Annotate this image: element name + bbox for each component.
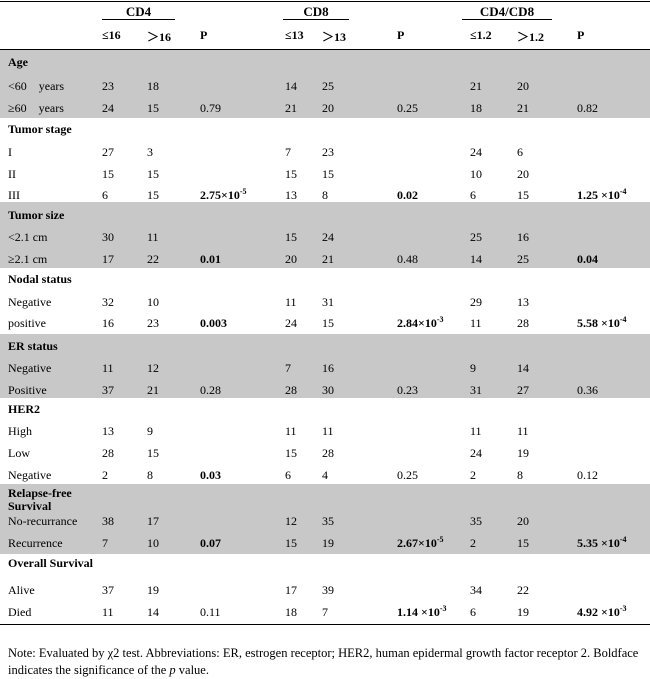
- table-cell: 0.01: [200, 252, 221, 266]
- table-cell: $1.25 \times 10^{-4}$: [577, 187, 627, 202]
- table-cell: 29: [470, 295, 482, 309]
- table-cell: 24: [285, 316, 297, 330]
- table-cell: 14: [285, 79, 297, 93]
- table-cell: 15: [517, 188, 529, 202]
- table-cell: 37: [102, 583, 114, 597]
- section-title: ER status: [8, 339, 58, 353]
- table-cell: 30: [322, 383, 334, 397]
- table-cell: 10: [470, 167, 482, 181]
- table-cell: 31: [322, 295, 334, 309]
- row-label: Alive: [8, 583, 35, 597]
- table-cell: 19: [147, 583, 159, 597]
- row-label: Positive: [8, 383, 47, 397]
- table-cell: 0.003: [200, 316, 227, 330]
- table-cell: 32: [102, 295, 114, 309]
- table-cell: 2: [470, 536, 476, 550]
- row-label: <60 years: [8, 79, 65, 93]
- row-label: ≥60 years: [8, 101, 64, 115]
- row-label: II: [8, 167, 16, 181]
- table-cell: 28: [285, 383, 297, 397]
- table-cell: 35: [470, 514, 482, 528]
- table-cell: 37: [102, 383, 114, 397]
- table-cell: 21: [322, 252, 334, 266]
- header-group-cd4: CD4: [125, 4, 152, 19]
- table-cell: 11: [147, 230, 159, 244]
- table-cell: 6: [102, 188, 108, 202]
- table-cell: 27: [102, 145, 114, 159]
- table-cell: 7: [285, 361, 291, 375]
- table-cell: 30: [102, 230, 114, 244]
- table-cell: 0.12: [577, 468, 598, 482]
- table-cell: 39: [322, 583, 334, 597]
- table-cell: 11: [285, 424, 297, 438]
- table-cell: 8: [147, 468, 153, 482]
- table-cell: 14: [147, 605, 159, 619]
- table-cell: 18: [285, 605, 297, 619]
- table-cell: $2.84\times 10^{-3}$: [397, 315, 444, 330]
- table-cell: 16: [322, 361, 334, 375]
- table-cell: 21: [147, 383, 159, 397]
- header-group-underline: [462, 19, 552, 20]
- table-cell: 16: [517, 230, 529, 244]
- table-cell: 15: [285, 230, 297, 244]
- table-cell: 9: [147, 424, 153, 438]
- row-label: III: [8, 188, 20, 202]
- table-cell: 24: [322, 230, 334, 244]
- row-label: High: [8, 424, 32, 438]
- table-cell: 0.03: [200, 468, 221, 482]
- table-cell: 15: [285, 536, 297, 550]
- table-cell: 6: [470, 605, 476, 619]
- row-label: Negative: [8, 361, 52, 375]
- table-cell: 15: [147, 167, 159, 181]
- table-cell: 27: [517, 383, 529, 397]
- table-cell: 28: [322, 446, 334, 460]
- section-title: Tumor stage: [8, 122, 72, 136]
- table-cell: 24: [470, 446, 482, 460]
- row-label: Negative: [8, 468, 52, 482]
- subheader-cell: ＞1.2: [517, 30, 545, 44]
- table-cell: 10: [147, 536, 159, 550]
- table-cell: 0.07: [200, 536, 221, 550]
- section-title: HER2: [8, 402, 41, 416]
- table-cell: 0.23: [397, 383, 418, 397]
- table-cell: 20: [517, 79, 529, 93]
- table-cell: 6: [517, 145, 523, 159]
- table-cell: 23: [102, 79, 114, 93]
- bottom-rule: [0, 624, 650, 625]
- table-cell: 38: [102, 514, 114, 528]
- table-cell: 10: [147, 295, 159, 309]
- subheader-cell: ＞13: [322, 30, 347, 44]
- table-cell: 0.36: [577, 383, 598, 397]
- header-group-cd4-cd8: CD4/CD8: [479, 4, 535, 19]
- table-cell: 8: [517, 468, 523, 482]
- table-cell: 11: [517, 424, 529, 438]
- table-cell: 0.11: [200, 605, 221, 619]
- table-cell: 20: [517, 514, 529, 528]
- row-label: positive: [8, 316, 46, 330]
- table-cell: 17: [285, 583, 297, 597]
- table-cell: 11: [470, 316, 482, 330]
- section-title: Tumor size: [8, 208, 65, 222]
- table-cell: 21: [517, 101, 529, 115]
- subheader-cell: ≤13: [285, 28, 304, 42]
- note-prefix: Note: Evaluated by χ2 test. Abbreviations: ER, estrogen receptor; HER2, human epidermal growth factor receptor 2. Boldface indicates the significance of the: [8, 646, 639, 677]
- table-note: [8, 645, 648, 679]
- table-cell: 12: [147, 361, 159, 375]
- table-cell: $5.35 \times 10^{-4}$: [577, 535, 627, 550]
- table-cell: 28: [102, 446, 114, 460]
- section-title: Nodal status: [8, 272, 72, 286]
- section-title: Age: [8, 55, 28, 69]
- table-cell: 15: [322, 316, 334, 330]
- table-cell: 9: [470, 361, 476, 375]
- subheader-cell: ≤16: [102, 28, 121, 42]
- table-cell: 21: [470, 79, 482, 93]
- subheader-cell: P: [397, 28, 405, 42]
- table-cell: 0.28: [200, 383, 221, 397]
- table-cell: 28: [517, 316, 529, 330]
- table-cell: 11: [322, 424, 334, 438]
- row-label: I: [8, 145, 12, 159]
- table-cell: 14: [470, 252, 482, 266]
- table-cell: 11: [102, 605, 114, 619]
- section-title: Overall Survival: [8, 556, 93, 570]
- header-group-underline: [102, 19, 175, 20]
- table-cell: $5.58 \times 10^{-4}$: [577, 315, 627, 330]
- table-cell: 19: [322, 536, 334, 550]
- table-cell: 18: [147, 79, 159, 93]
- table-cell: 25: [322, 79, 334, 93]
- table-cell: 0.79: [200, 101, 221, 115]
- row-label: Low: [8, 446, 30, 460]
- row-label: Negative: [8, 295, 52, 309]
- table-cell: 14: [517, 361, 529, 375]
- table-cell: $4.92 \times 10^{-3}$: [577, 604, 627, 619]
- table-cell: 4: [322, 468, 328, 482]
- subheader-cell: P: [200, 28, 208, 42]
- table-cell: 11: [102, 361, 114, 375]
- table-cell: 2: [102, 468, 108, 482]
- section-title: Relapse-free Survival: [8, 486, 72, 513]
- row-label: ≥2.1 cm: [8, 252, 48, 266]
- table-cell: 7: [285, 145, 291, 159]
- table-cell: 0.82: [577, 101, 598, 115]
- table-cell: 25: [517, 252, 529, 266]
- top-rule: [0, 1, 650, 2]
- row-label: Died: [8, 605, 32, 619]
- table-cell: 34: [470, 583, 482, 597]
- table-cell: 31: [470, 383, 482, 397]
- table-cell: 0.25: [397, 101, 418, 115]
- table-cell: 15: [147, 446, 159, 460]
- table-cell: 15: [147, 188, 159, 202]
- table-cell: 15: [517, 536, 529, 550]
- note-italic: p: [169, 663, 176, 677]
- table-cell: 13: [285, 188, 297, 202]
- table-cell: 35: [322, 514, 334, 528]
- table-cell: $2.75\times 10^{-5}$: [200, 187, 247, 202]
- table-cell: 19: [517, 446, 529, 460]
- table-cell: 20: [285, 252, 297, 266]
- table-cell: 13: [517, 295, 529, 309]
- table-cell: 2: [470, 468, 476, 482]
- table-cell: 21: [285, 101, 297, 115]
- table-cell: 6: [285, 468, 291, 482]
- row-label: No-recurrance: [8, 514, 78, 528]
- table-cell: 0.02: [397, 188, 418, 202]
- table-cell: 11: [470, 424, 482, 438]
- table-cell: 11: [285, 295, 297, 309]
- table-cell: 7: [322, 605, 328, 619]
- table-cell: 13: [102, 424, 114, 438]
- table-cell: 0.25: [397, 468, 418, 482]
- table-cell: 15: [102, 167, 114, 181]
- table-cell: 17: [147, 514, 159, 528]
- note-suffix: value.: [175, 663, 209, 677]
- table-cell: 19: [517, 605, 529, 619]
- table-cell: 24: [470, 145, 482, 159]
- table-cell: 22: [517, 583, 529, 597]
- subheader-cell: P: [577, 28, 585, 42]
- row-label: Recurrence: [8, 536, 63, 550]
- table-cell: 7: [102, 536, 108, 550]
- table-cell: 15: [147, 101, 159, 115]
- table-cell: 18: [470, 101, 482, 115]
- subheader-cell: ＞16: [147, 30, 172, 44]
- table-cell: 17: [102, 252, 114, 266]
- table-cell: 12: [285, 514, 297, 528]
- table-cell: 22: [147, 252, 159, 266]
- header-group-underline: [283, 19, 349, 20]
- table-cell: 15: [285, 167, 297, 181]
- table-cell: 16: [102, 316, 114, 330]
- table-cell: 24: [102, 101, 114, 115]
- table-cell: 8: [322, 188, 328, 202]
- table-cell: 0.04: [577, 252, 598, 266]
- table-cell: 25: [470, 230, 482, 244]
- table-cell: 6: [470, 188, 476, 202]
- row-label: <2.1 cm: [8, 230, 48, 244]
- table-cell: $1.14 \times 10^{-3}$: [397, 604, 447, 619]
- table-cell: 15: [285, 446, 297, 460]
- table-cell: 0.48: [397, 252, 418, 266]
- table-cell: 3: [147, 145, 153, 159]
- table-cell: 23: [147, 316, 159, 330]
- table-cell: 23: [322, 145, 334, 159]
- header-group-cd8: CD8: [303, 4, 329, 19]
- table-cell: 15: [322, 167, 334, 181]
- subheader-cell: ≤1.2: [470, 28, 492, 42]
- table-cell: $2.67\times 10^{-5}$: [397, 535, 444, 550]
- table-cell: 20: [517, 167, 529, 181]
- table-cell: 20: [322, 101, 334, 115]
